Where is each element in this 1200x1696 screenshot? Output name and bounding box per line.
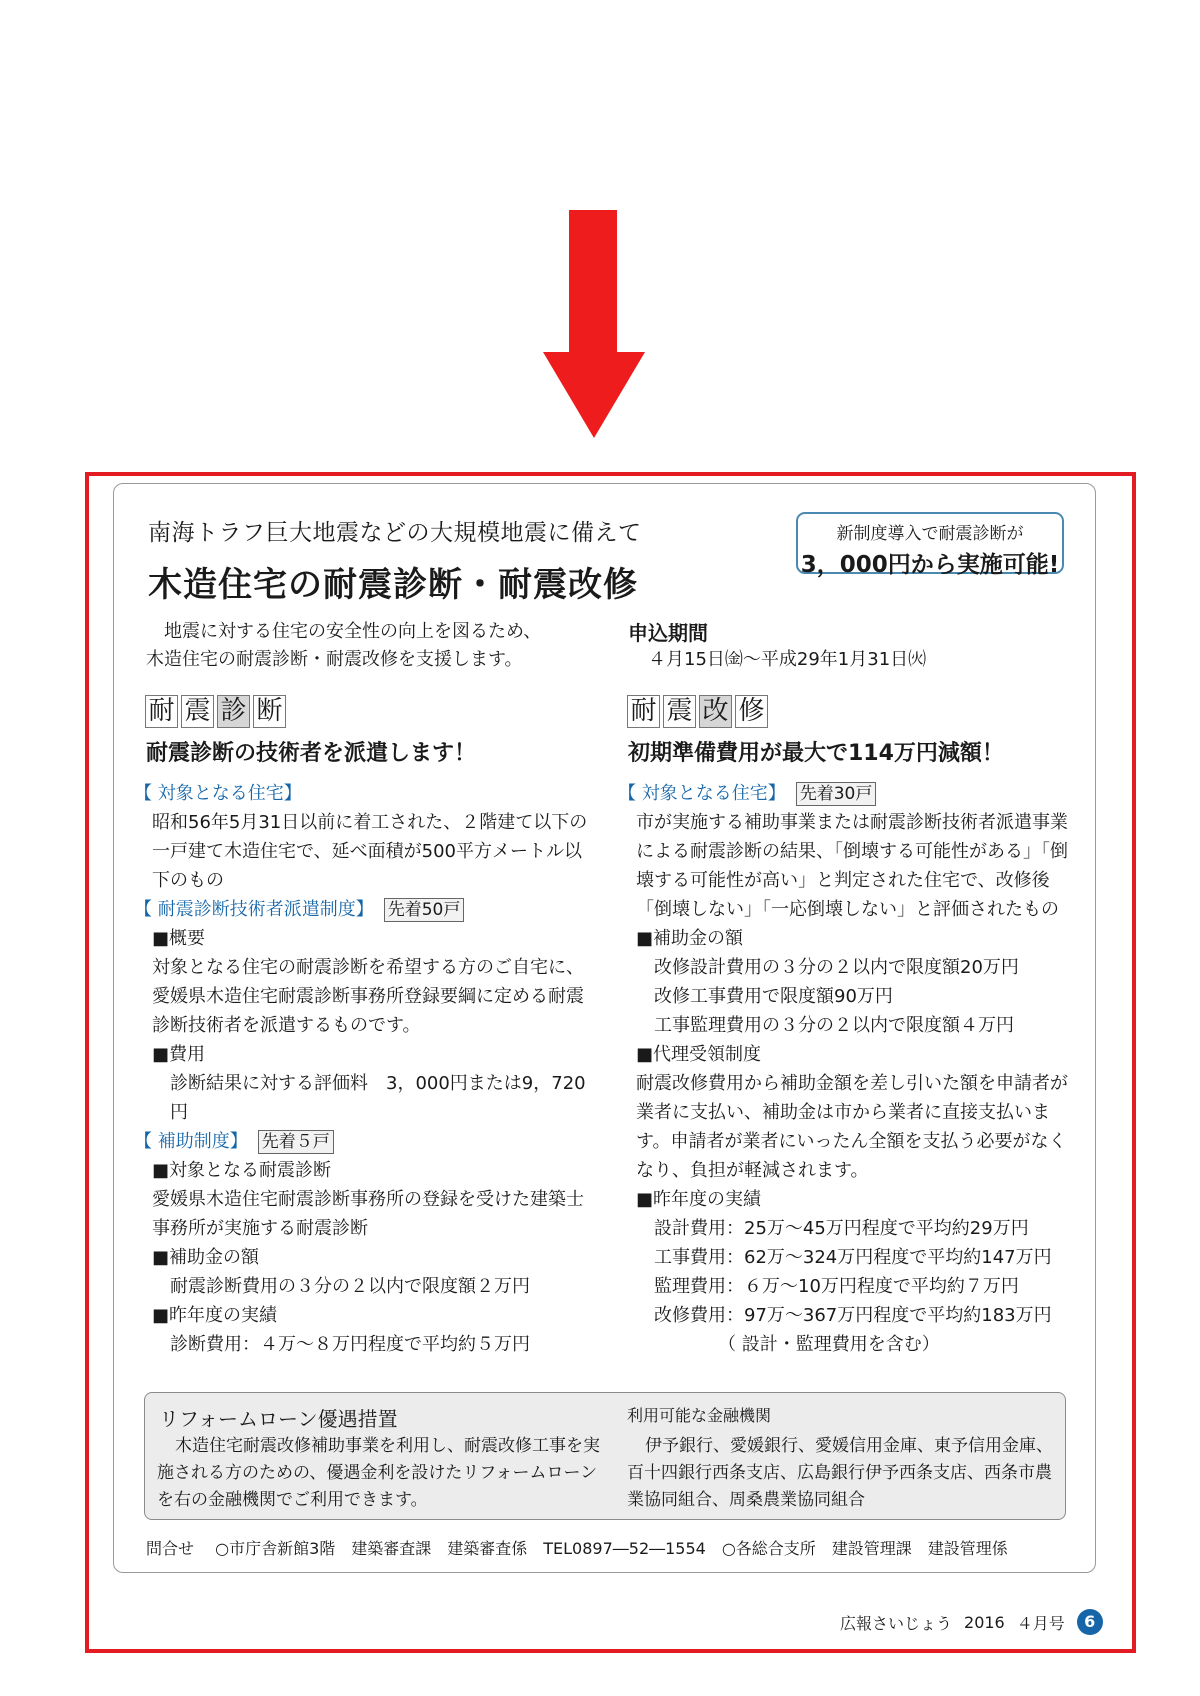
page-number: 6 — [1077, 1609, 1103, 1635]
title-char: 診 — [217, 695, 250, 728]
right-sec1-text: 市が実施する補助事業または耐震診断技術者派遣事業による耐震診断の結果、「倒壊する可能性がある」「倒壊する可能性が高い」と判定された住宅で、改修後「倒壊しない」「一応倒壊しない」と評価されたもの — [636, 812, 1068, 920]
period-label: 申込期間 — [628, 621, 708, 645]
title-char: 耐 — [627, 695, 660, 728]
right-tagline: 初期準備費用が最大で114万円減額！ — [628, 741, 1004, 766]
proxy-label: ■代理受領制度 — [636, 1044, 762, 1065]
left-tagline: 耐震診断の技術者を派遣します！ — [146, 741, 477, 766]
subsidy-line: 改修設計費用の３分の２以内で限度額20万円 — [654, 957, 1019, 978]
publication-name: 広報さいじょう — [840, 1613, 953, 1633]
target-label: ■対象となる耐震診断 — [152, 1160, 332, 1181]
result-line: 改修費用：97万～367万円程度で平均約183万円 — [654, 1305, 1052, 1326]
right-column — [618, 779, 1073, 1359]
contact-label: 問合せ — [146, 1539, 195, 1558]
page-footer — [840, 1609, 1103, 1635]
reform-title: リフォームローン優遇措置 — [159, 1407, 398, 1431]
banks-label: 利用可能な金融機関 — [627, 1406, 772, 1425]
title-char: 改 — [699, 695, 732, 728]
result-note: （ 設計・監理費用を含む） — [718, 1334, 940, 1355]
left-sec1-heading: 【 対象となる住宅】 — [134, 783, 302, 804]
left-sec2-heading: 【 耐震診断技術者派遣制度】 — [134, 899, 374, 920]
title-char: 震 — [181, 695, 214, 728]
left-result-text: 診断費用：４万～８万円程度で平均約５万円 — [170, 1334, 530, 1355]
contact-text: ○市庁舎新館3階 建築審査課 建築審査係 TEL0897―52―1554 ○各総合支所 建設管理課 建設管理係 — [215, 1539, 1008, 1558]
result-line: 監理費用：６万～10万円程度で平均約７万円 — [654, 1276, 1019, 1297]
target-text: 愛媛県木造住宅耐震診断事務所の登録を受けた建築士事務所が実施する耐震診断 — [152, 1189, 584, 1239]
footer-issue: ４月号 — [1016, 1613, 1065, 1633]
right-sec1-badge: 先着30戸 — [796, 782, 877, 806]
left-sec1-text: 昭和56年5月31日以前に着工された、２階建て以下の一戸建て木造住宅で、延べ面積が500平方メートル以下のもの — [152, 812, 588, 891]
down-arrow-icon — [543, 352, 645, 438]
left-sec3-heading: 【 補助制度】 — [134, 1131, 248, 1152]
overview-label: ■概要 — [152, 928, 206, 949]
promo-box — [796, 512, 1064, 578]
left-subsidy-label: ■補助金の額 — [152, 1247, 260, 1268]
right-result-label: ■昨年度の実績 — [636, 1189, 762, 1210]
proxy-text: 耐震改修費用から補助金額を差し引いた額を申請者が業者に支払い、補助金は市から業者に直接支払います。申請者が業者にいったん全額を支払う必要がなくなり、負担が軽減されます。 — [636, 1073, 1068, 1181]
footer-year: 2016 — [964, 1612, 1005, 1632]
reform-loan-box — [144, 1392, 1066, 1520]
cost-text: 診断結果に対する評価料 3，000円または9，720円 — [170, 1073, 586, 1123]
right-sec1-heading: 【 対象となる住宅】 — [618, 783, 786, 804]
banks-text: 伊予銀行、愛媛銀行、愛媛信用金庫、東予信用金庫、百十四銀行西条支店、広島銀行伊予西条支店、西条市農業協同組合、周桑農業協同組合 — [627, 1436, 1053, 1510]
down-arrow-shaft — [569, 210, 617, 360]
result-line: 工事費用：62万～324万円程度で平均約147万円 — [654, 1247, 1052, 1268]
article-title: 木造住宅の耐震診断・耐震改修 — [148, 565, 638, 605]
promo-line2: 3，000円から実施可能! — [800, 552, 1060, 578]
overview-text: 対象となる住宅の耐震診断を希望する方のご自宅に、愛媛県木造住宅耐震診断事務所登録要綱に定める耐震診断技術者を派遣するものです。 — [152, 957, 584, 1036]
right-subsidy-label: ■補助金の額 — [636, 928, 744, 949]
title-char: 修 — [735, 695, 768, 728]
period-value: ４月15日㈮～平成29年1月31日㈫ — [648, 649, 927, 670]
promo-line1: 新制度導入で耐震診断が — [836, 524, 1024, 544]
title-char: 断 — [253, 695, 286, 728]
contact-line — [146, 1536, 1008, 1559]
left-sec2-badge: 先着50戸 — [384, 898, 465, 922]
reform-text: 木造住宅耐震改修補助事業を利用し、耐震改修工事を実施される方のための、優遇金利を設けたリフォームローンを右の金融機関でご利用できます。 — [157, 1436, 600, 1510]
article-subtitle: 南海トラフ巨大地震などの大規模地震に備えて — [148, 520, 642, 546]
result-line: 設計費用：25万～45万円程度で平均約29万円 — [654, 1218, 1029, 1239]
intro-line1: 地震に対する住宅の安全性の向上を図るため、 — [164, 621, 542, 642]
title-char: 耐 — [145, 695, 178, 728]
intro-line2: 木造住宅の耐震診断・耐震改修を支援します。 — [146, 649, 523, 670]
left-sec3-badge: 先着５戸 — [258, 1130, 334, 1154]
left-boxed-title — [145, 695, 286, 728]
left-subsidy-text: 耐震診断費用の３分の２以内で限度額２万円 — [170, 1276, 530, 1297]
left-column — [134, 779, 590, 1359]
subsidy-line: 工事監理費用の３分の２以内で限度額４万円 — [654, 1015, 1014, 1036]
cost-label: ■費用 — [152, 1044, 206, 1065]
subsidy-line: 改修工事費用で限度額90万円 — [654, 986, 893, 1007]
right-boxed-title — [627, 695, 768, 728]
left-result-label: ■昨年度の実績 — [152, 1305, 278, 1326]
title-char: 震 — [663, 695, 696, 728]
